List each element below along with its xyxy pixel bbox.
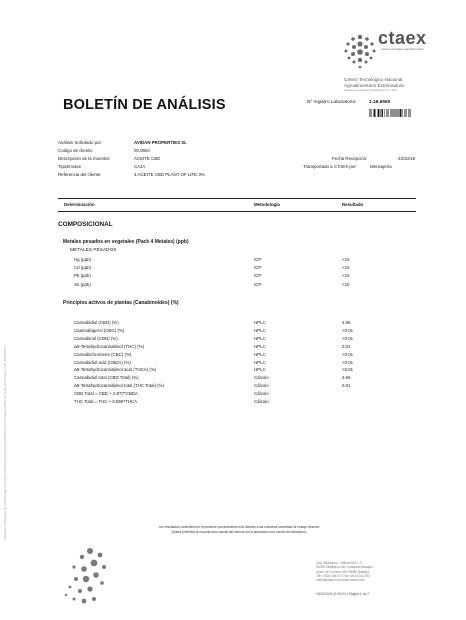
address-line: 06195 Villafranco del Guadiana Badajoz [316,565,373,570]
cannabinoids-group-title: Principios activos de plantas (Canabinoides) (%) [63,300,179,306]
result-row-name: Cannabidiol (CBD) (%) [74,320,119,325]
descripcion-value: ACEITE CBD [134,156,161,161]
tipo-envase-label: TipoEnvase [58,164,82,169]
result-row-value: <10 [342,265,350,271]
section-title: COMPOSICIONAL [58,221,113,228]
result-row-name: Sn (ppb) [74,281,91,287]
result-row-method: Cálculo [254,375,269,381]
result-row-value: 0.01 [342,343,351,349]
descripcion-label: Descripción de la muestra: [58,156,110,161]
fecha-label: Fecha Recepción: [332,156,368,161]
result-row-value: 3.56 [342,320,351,325]
footer-address [316,561,373,582]
result-row-value: <0.01 [342,327,354,333]
address-line: ctaex@ctaex.com www.ctaex.com [316,578,365,583]
registro-label: Nº registro Laboratorio: [307,100,357,105]
result-row-method: Cálculo [254,399,269,404]
result-row-name: Δ9-Tetrahydrocannabinol acid (THCA) (%) [74,367,157,373]
col-metodologia: Metodología [254,202,280,207]
result-row-value: <10 [342,257,350,262]
header-rule-top [58,198,416,199]
result-row-method: Cálculo [254,391,269,397]
result-row-method: HPLC [254,320,266,325]
result-row-value: <10 [342,281,350,287]
result-row-value: <0.01 [342,367,354,373]
footer-note-line-2: Queda prohibida la reproducción parcial del informe sin la aprobación por escrito del laboratorio [171,530,307,534]
header-rule-bottom [58,211,416,212]
fecha-value: 23/10/18 [398,156,416,161]
logo-tagline: centro tecnológico agroalimentario [381,47,424,51]
registro-number: 2.18.6550 [369,100,391,105]
analisis-label: Análisis Solicitado por: [58,140,103,145]
result-row-value: <10 [342,273,350,279]
transportado-label: Transportado a CTAEX por: [303,164,357,169]
tipo-envase-value: CAJA [134,164,146,169]
footer-note-line-1: Los resultados contenidos en el presente procedimiento sólo afectan a las muestras sometidas al ensayo descrito [158,525,320,529]
col-resultado: Resultado [342,202,364,207]
result-row-method: ICP [254,257,262,262]
result-row-name: Pb (ppb) [74,273,91,279]
address-line: Apdo. de Correos 434 06080 Badajoz [316,569,370,574]
result-row-value: 0.01 [342,383,351,389]
result-row-name: Cd (ppb) [74,265,92,271]
barcode-icon [369,109,412,117]
result-row-name: THC Total = THC + 0.850*THCA [74,399,138,404]
result-row-name: Cannabichromene (CBC) (%) [74,351,132,357]
ctaex-logo-icon [340,32,380,72]
result-row-name: CBD Total = CBD + 0.877*CBDA [74,391,138,397]
referencia-value: 4.ACEITE CBD PLANT OF LIFE 3% [134,172,205,177]
result-row-name: Δ9-Tetrahydrocannabinol (THC) (%) [74,343,145,349]
address-line: Tlfn: 0924 448 077 Fax: 0924 241 002 [316,573,371,578]
result-row-name: Δ9-Tetrahydrocannabinol total (THC Total) (%) [74,383,164,389]
footer-print-date: 29/10/2018 11:09:24 | Página 1 de 2 [316,592,370,596]
result-row-name: Hg (ppb) [74,257,92,262]
metals-subgroup: METALES PESADOS [70,248,117,253]
col-determinacion: Determinación [64,202,95,207]
institution-registration: Inscrito en el Registro de ENAC por el nº 4/16 [344,89,397,93]
institution-line-1: Centro Tecnológico Nacional [344,77,403,82]
result-row-method: HPLC [254,351,266,357]
address-line: Ctra.Villafranco - Balboa Km 1,2 [316,561,362,565]
document-title: BOLETÍN DE ANÁLISIS [63,97,226,113]
result-row-name: Caannabigerol (CBG) (%) [74,327,125,333]
transportado-value: Mensajería [370,164,392,169]
footer-logo-dots-icon [60,545,112,607]
result-row-name: Cannabidiol total (CBD Total) (%) [74,375,139,381]
result-row-method: ICP [254,273,262,279]
result-row-value: <0.01 [342,351,354,357]
result-row-name: Cannabinol (CBN) (%) [74,335,118,341]
analisis-value: AVIDAN PROPERTIES SL [134,140,187,145]
sidebar-registration-text: Inscrita en el Registro de Asociaciones de la Comunidad Autónoma de Extremadura con el número 4.827, de la Sección Primera. CIF: G06552474 [3,345,7,540]
referencia-label: Referencia del cliente: [58,172,102,177]
metals-group-title: Metales pesados en vegetales (Pack 4 Metales) (ppb) [63,239,189,245]
result-row-method: HPLC [254,335,266,341]
result-row-value: <0.01 [342,359,354,365]
result-row-method: HPLC [254,367,266,373]
institution-name [344,77,404,94]
result-row-name: Cannabidiol acid (CBDA) (%) [74,359,131,365]
institution-line-2: Agroalimentario Extremadura [344,82,404,88]
result-row-method: HPLC [254,327,266,333]
result-row-method: HPLC [254,343,266,349]
codigo-label: Codigo de cliente: [58,148,94,153]
result-row-value: 3.56 [342,375,351,381]
logo-wordmark: ctaex [378,28,427,48]
result-row-value: <0.01 [342,335,354,341]
result-row-method: ICP [254,281,262,287]
result-row-method: Cálculo [254,383,269,389]
result-row-method: HPLC [254,359,266,365]
codigo-value: 00.0954 [134,148,150,153]
result-row-method: ICP [254,265,262,271]
